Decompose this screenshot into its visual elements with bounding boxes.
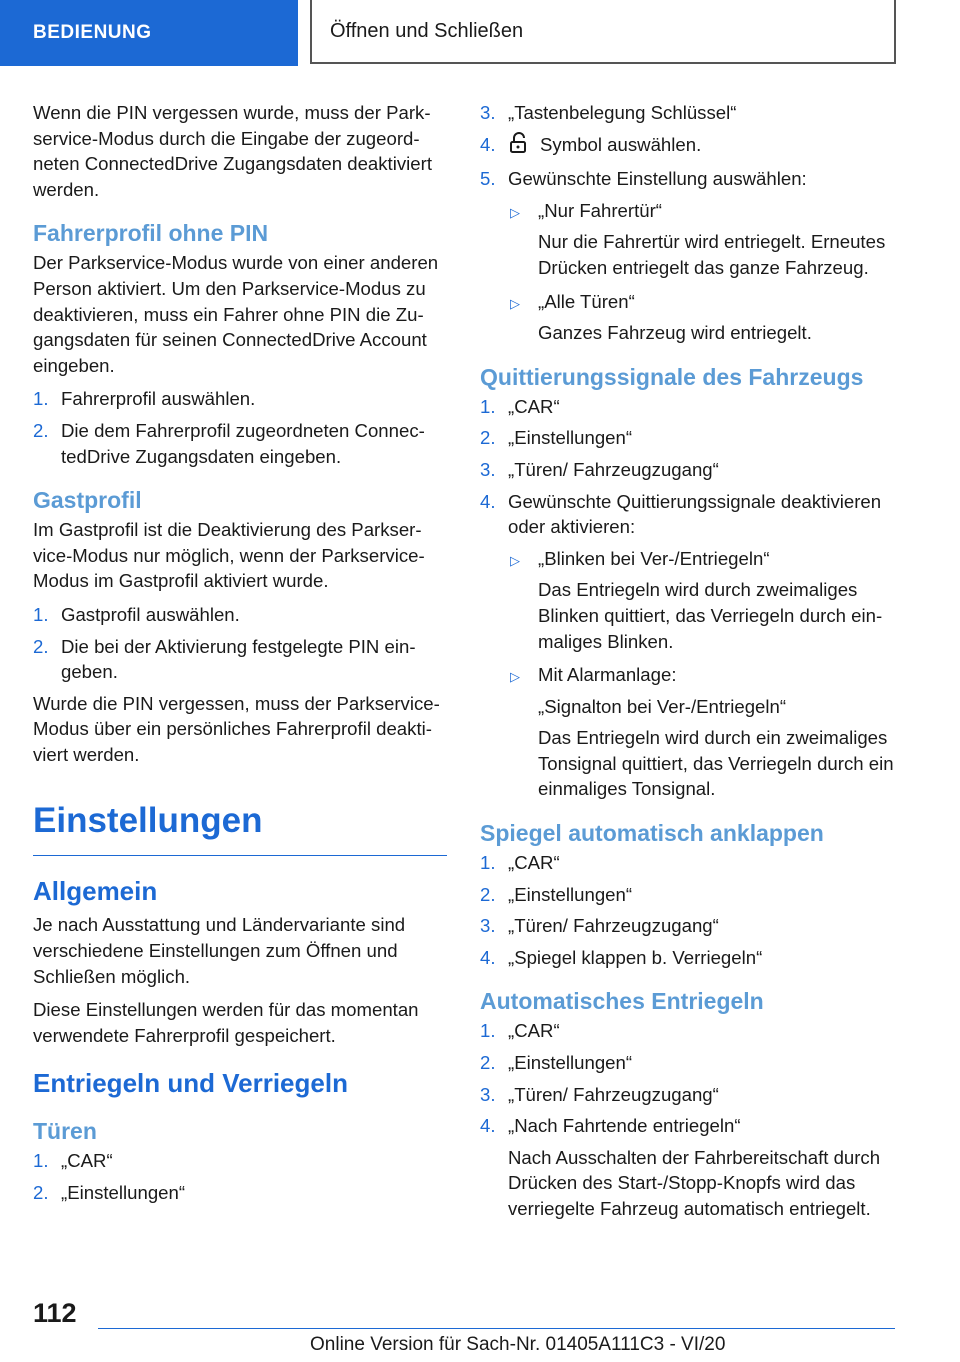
gastprofil-steps	[33, 602, 447, 685]
step-number: 1.	[33, 603, 49, 625]
triangle-right-icon: ▷	[510, 204, 520, 220]
option-label: Mit Alarmanlage:	[538, 664, 677, 686]
step-number: 1.	[480, 1020, 496, 1042]
step-text: Symbol auswählen.	[540, 133, 702, 155]
list-item	[480, 394, 900, 420]
step-text: „Einstellungen“	[508, 427, 633, 449]
step-number: 2.	[33, 419, 49, 441]
triangle-right-icon: ▷	[510, 552, 520, 568]
page-number: 112	[33, 1298, 77, 1328]
list-item	[508, 198, 900, 281]
step-number: 2.	[33, 1182, 49, 1204]
list-item	[480, 132, 900, 161]
step-number: 1.	[480, 852, 496, 874]
step-text: Gastprofil auswählen.	[61, 603, 240, 625]
step-text: „Einstellungen“	[508, 883, 633, 905]
list-item	[480, 425, 900, 451]
list-item	[480, 1018, 900, 1044]
spiegel-steps	[480, 850, 900, 970]
list-item	[33, 602, 447, 628]
lock-open-icon	[508, 132, 532, 161]
list-item	[480, 457, 900, 483]
step-number: 2.	[480, 1052, 496, 1074]
gastprofil-text: Im Gastprofil ist die Deaktivierung des Parkser-vice-Modus nur möglich, wenn der Parkservice-Modus im Gastprofil aktiviert wurde.	[33, 519, 425, 592]
automatisch-steps	[480, 1018, 900, 1221]
step-text: „Einstellungen“	[61, 1182, 186, 1204]
step-number: 2.	[480, 427, 496, 449]
list-item	[33, 1148, 447, 1174]
heading-gastprofil: Gastprofil	[33, 487, 142, 514]
step-number: 2.	[480, 883, 496, 905]
step-number: 3.	[480, 102, 496, 123]
quittierung-options	[508, 546, 900, 802]
footer-version[interactable]: Online Version für Sach-Nr. 01405A111C3 - VI/20	[310, 1334, 726, 1355]
option-desc-2: Das Entriegeln wird durch ein zweimaliges Tonsignal quittiert, das Verriegeln durch ein einmaliges Tonsignal.	[538, 727, 894, 800]
list-item	[480, 1050, 900, 1076]
allgemein-text-1: Je nach Ausstattung und Ländervariante sind verschiedene Einstellungen zum Öffnen und Schließen möglich.	[33, 914, 406, 987]
intro-paragraph: Wenn die PIN vergessen wurde, muss der Park-service-Modus durch die Eingabe der zugeord-neten ConnectedDrive Zugangsdaten deaktiviert werden.	[33, 102, 432, 200]
allgemein-text-2: Diese Einstellungen werden für das momentan verwendete Fahrerprofil gespeichert.	[33, 999, 419, 1046]
list-item	[480, 913, 900, 939]
step-number: 1.	[33, 1150, 49, 1172]
step-text: Gewünschte Quittierungssignale deaktivieren oder aktivieren:	[508, 490, 882, 538]
triangle-right-icon: ▷	[510, 669, 520, 685]
option-desc: Ganzes Fahrzeug wird entriegelt.	[538, 322, 812, 344]
step-number: 3.	[480, 1083, 496, 1105]
step-note: Nach Ausschalten der Fahrbereitschaft durch Drücken des Start-/Stopp-Knopfs wird das verriegelte Fahrzeug automatisch entriegelt.	[508, 1146, 881, 1219]
step-text: „CAR“	[508, 1020, 560, 1042]
tueren-options	[508, 198, 900, 346]
option-desc: Nur die Fahrertür wird entriegelt. Erneutes Drücken entriegelt das ganze Fahrzeug.	[538, 231, 886, 278]
heading-allgemein: Allgemein	[33, 876, 158, 907]
option-desc: „Signalton bei Ver-/Entriegeln“	[538, 695, 787, 717]
gastprofil-after: Wurde die PIN vergessen, muss der Parkservice-Modus über ein persönliches Fahrerprofil deakti-viert werden.	[33, 692, 440, 765]
step-text: „CAR“	[508, 395, 560, 417]
quittierung-steps	[480, 394, 900, 802]
tueren-steps	[33, 1148, 447, 1205]
step-text: „Spiegel klappen b. Verriegeln“	[508, 946, 763, 968]
list-item	[33, 634, 447, 685]
step-text: „Türen/ Fahrzeugzugang“	[508, 915, 719, 937]
heading-fahrerprofil: Fahrerprofil ohne PIN	[33, 220, 269, 247]
list-item	[33, 418, 447, 469]
step-number: 3.	[480, 458, 496, 480]
step-number: 2.	[33, 635, 49, 657]
list-item	[480, 100, 900, 126]
triangle-right-icon: ▷	[510, 295, 520, 311]
list-item	[508, 289, 900, 346]
list-item	[508, 662, 900, 802]
step-number: 5.	[480, 168, 496, 190]
option-desc: Das Entriegeln wird durch zweimaliges Blinken quittiert, das Verriegeln durch ein-maliges Blinken.	[538, 579, 883, 652]
left-column	[33, 100, 447, 1212]
step-text: Fahrerprofil auswählen.	[61, 388, 256, 410]
tueren-steps-continued	[480, 100, 900, 346]
step-text: „CAR“	[61, 1150, 113, 1172]
option-label: „Alle Türen“	[538, 290, 635, 312]
step-number: 4.	[480, 946, 496, 968]
step-number: 1.	[480, 395, 496, 417]
option-label: „Nur Fahrertür“	[538, 199, 662, 221]
step-text: „Einstellungen“	[508, 1052, 633, 1074]
heading-automatisches-entriegeln: Automatisches Entriegeln	[480, 988, 764, 1015]
fahrerprofil-steps	[33, 386, 447, 469]
section-tab[interactable]: BEDIENUNG	[0, 0, 298, 66]
step-number: 4.	[480, 1115, 496, 1137]
list-item	[480, 882, 900, 908]
step-number: 4.	[480, 490, 496, 512]
step-number: 1.	[33, 388, 49, 410]
list-item	[480, 850, 900, 876]
heading-tueren: Türen	[33, 1118, 97, 1145]
list-item	[480, 166, 900, 346]
step-text: „Türen/ Fahrzeugzugang“	[508, 1083, 719, 1105]
heading-einstellungen: Einstellungen	[33, 797, 447, 856]
step-text: Die bei der Aktivierung festgelegte PIN ein-geben.	[61, 635, 416, 683]
list-item	[33, 386, 447, 412]
list-item	[480, 1082, 900, 1108]
heading-quittierungssignale: Quittierungssignale des Fahrzeugs	[480, 363, 864, 390]
step-text: „Nach Fahrtende entriegeln“	[508, 1115, 741, 1137]
chapter-title[interactable]: Öffnen und Schließen	[310, 0, 896, 64]
step-text: Die dem Fahrerprofil zugeordneten Connec-tedDrive Zugangsdaten eingeben.	[61, 419, 425, 467]
list-item	[480, 489, 900, 803]
step-text: „CAR“	[508, 852, 560, 874]
step-number: 4.	[480, 133, 496, 155]
footer-divider	[98, 1328, 895, 1329]
step-text: „Tastenbelegung Schlüssel“	[508, 102, 737, 123]
step-number: 3.	[480, 915, 496, 937]
heading-spiegel: Spiegel automatisch anklappen	[480, 820, 824, 847]
list-item	[33, 1180, 447, 1206]
fahrerprofil-text: Der Parkservice-Modus wurde von einer anderen Person aktiviert. Um den Parkservice-Modus zu deaktivieren, muss ein Fahrer ohne PIN die Zu-gangsdaten für seinen ConnectedDrive Account eingeben.	[33, 252, 439, 376]
step-text: „Türen/ Fahrzeugzugang“	[508, 458, 719, 480]
page-header	[0, 0, 960, 68]
option-label: „Blinken bei Ver-/Entriegeln“	[538, 547, 770, 569]
step-text: Gewünschte Einstellung auswählen:	[508, 168, 807, 190]
list-item	[480, 945, 900, 971]
list-item	[480, 1113, 900, 1221]
heading-entriegeln-verriegeln: Entriegeln und Verriegeln	[33, 1068, 348, 1099]
right-column	[480, 100, 900, 1228]
list-item	[508, 546, 900, 654]
